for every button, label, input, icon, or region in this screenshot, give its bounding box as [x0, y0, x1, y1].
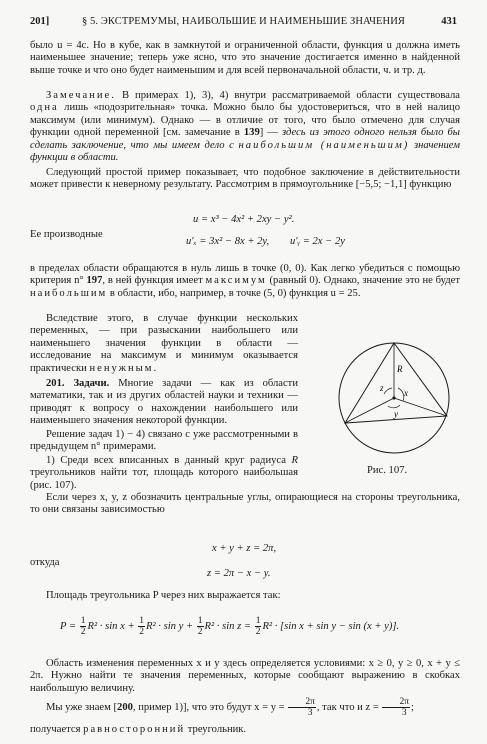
paragraph-remark: Замечание. В примерах 1), 3), 4) внутри рассматриваемой области существовала одна лишь «подозрительная» точка. Можно было бы удостовериться, что в ней налицо максимум (или минимум). Однако — в отличие от того, что было отмечено для случая функции одной переменной [см. замечание в 139] — здесь из этого одного нельзя было бы сделать заключение, что мы имеем дело с наибольшим (наименьшим) значением функции в области.: [30, 90, 461, 164]
running-header: [30, 16, 457, 30]
equation-area: P = $\frac{1}{2}$ R² · sin x + $\frac{1}{2}$ R² · sin y + $\frac{1}{2}$ R² · sin z = $\frac{1}{2}$ R² · [sin x + sin y − sin (x + y)].: [60, 616, 400, 637]
whence-label: откуда: [30, 557, 60, 568]
equation-u: u = x³ − 4x² + 2xy − y².: [193, 214, 295, 225]
section-title: § 5. ЭКСТРЕМУМЫ, НАИБОЛЬШИЕ И НАИМЕНЬШИЕ ЗНАЧЕНИЯ: [81, 16, 406, 27]
paragraph-result: Мы уже знаем [200, пример 1)], что это будут x = y = $\frac{2\pi}{3}$ , так что и z = $\frac{2\pi}{3}$ ;: [46, 697, 414, 718]
equation-ux: u′ₓ = 3x² − 8x + 2y,: [186, 236, 270, 247]
figure-caption: Рис. 107.: [367, 465, 408, 476]
paragraph-solutions: Решение задач 1) − 4) связано с уже рассмотренными в предыдущем n° примерами.: [30, 429, 298, 453]
section-201-intro: 201. Задачи. Многие задачи — как из области математики, так и из других областей науки и техники — приводят к вопросу о нахождении наибольшего или наименьшего значения некоторой функции.: [30, 378, 298, 427]
center-to-vertex-right: [394, 398, 447, 416]
remark-label: Замечание.: [46, 90, 116, 101]
label-R: R: [397, 364, 403, 374]
cross-reference: 139: [243, 127, 260, 139]
paragraph-consequence: Вследствие этого, в случае функции нескольких переменных, — при разыскании наибольшего или наименьшего значения функции в области — исследование на максимум и минимум оказывается практически ненужным.: [30, 313, 298, 374]
paragraph-result-end: получается равносторонний треугольник.: [30, 724, 247, 735]
angle-arc-y: [388, 405, 400, 408]
page-number: 431: [441, 16, 457, 27]
angle-arc-x: [398, 388, 404, 401]
circle-center: [392, 396, 395, 399]
angle-arc-z: [384, 388, 392, 394]
paragraph-angles: Если через x, y, z обозначить центральные углы, опирающиеся на стороны треугольника, то они связаны зависимостью: [30, 492, 460, 516]
paragraph-cube-conclusion: было u = 4c. Но в кубе, как в замкнутой и ограниченной области, функция u должна иметь наименьшее значение; теперь уже ясно, что это значение достигается именно в найденной выше точке и что оно будет наименьшим и для всей первоначальной области, ч. и тр. д.: [30, 40, 460, 76]
section-title-problems: Задачи.: [73, 378, 110, 389]
label-y: y: [394, 409, 398, 419]
section-number: 201.: [46, 378, 65, 389]
paragraph-domain: Область изменения переменных x и y здесь определяется условиями: x ≥ 0, y ≥ 0, x + y ≤ 2π. Нужно найти те значения переменных, которые сообщают выражению в скобках наибольшую величину.: [30, 658, 460, 694]
section-ref: 201]: [30, 16, 50, 27]
paragraph-area: Площадь треугольника P через них выражается так:: [46, 590, 281, 601]
problem-1-statement: 1) Среди всех вписанных в данный круг радиуса R треугольников найти тот, площадь которого наибольшая (рис. 107).: [30, 455, 298, 491]
paragraph-example-intro: Следующий простой пример показывает, что подобное заключение в действительности может привести к неверному результату. Рассмотрим в прямоугольнике [−5,5; −1,1] функцию: [30, 167, 460, 191]
label-x: x: [404, 388, 408, 398]
label-z: z: [380, 383, 384, 393]
figure-107-inscribed-triangle: [318, 338, 470, 458]
derivatives-label: Ее производные: [30, 229, 103, 240]
equation-angle-sum: x + y + z = 2π,: [212, 543, 277, 554]
equation-uy: u′ᵧ = 2x − 2y: [290, 236, 345, 247]
paragraph-maximum: в пределах области обращаются в нуль лишь в точке (0, 0). Как легко убедиться с помощью критерия n° 197, в ней функция имеет максимум (равный 0). Однако, значение это не будет наибольшим в области, ибо, например, в точке (5, 0) функция u = 25.: [30, 263, 460, 299]
equation-z: z = 2π − x − y.: [207, 568, 271, 579]
